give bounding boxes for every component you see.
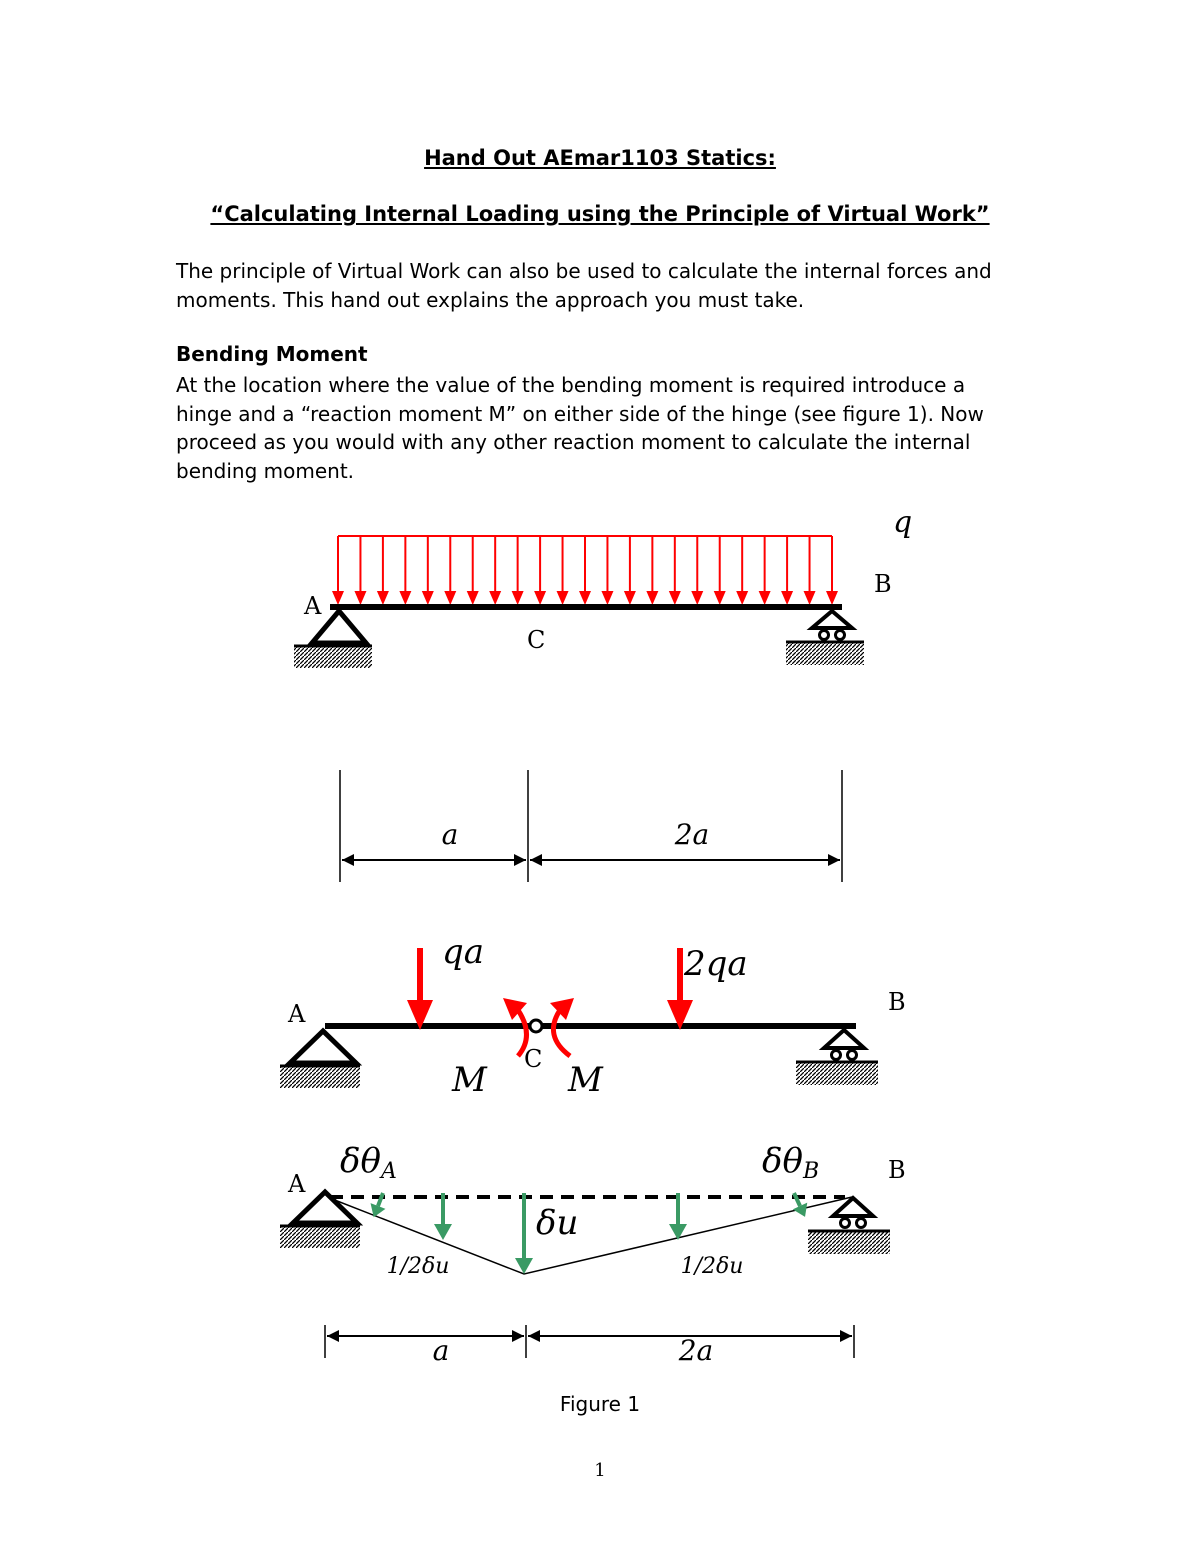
load-arrow [489, 536, 501, 605]
load-arrow [422, 536, 434, 605]
force-qa-label: qa [442, 932, 485, 972]
load-arrow [354, 536, 366, 605]
load-arrow [826, 536, 838, 605]
label-c-2: C [524, 1045, 543, 1073]
hinge-c [530, 1020, 542, 1032]
rotation-a-subscript: A [380, 1159, 397, 1184]
diagram-virtual-displacement [280, 1141, 906, 1279]
dimension-diagram-2 [325, 1325, 854, 1367]
intro-line-1: The principle of Virtual Work can also be used to calculate the internal forces and [176, 259, 992, 283]
figure-caption: Figure 1 [559, 1392, 641, 1416]
load-arrow [557, 536, 569, 605]
dim-2a-label-2: 2a [678, 1334, 714, 1367]
load-arrow [714, 536, 726, 605]
distributed-load-arrows [332, 536, 838, 605]
load-arrow [377, 536, 389, 605]
rotation-b-label [762, 1141, 819, 1184]
load-arrow [332, 536, 344, 605]
load-q-label: q [893, 505, 913, 540]
label-c-1: C [527, 626, 546, 654]
rotation-a-symbol: δθ [340, 1141, 381, 1181]
virtual-arrow-center [515, 1193, 533, 1274]
load-arrow [512, 536, 524, 605]
load-arrow [691, 536, 703, 605]
half-displacement-label-right: 1/2δu [680, 1254, 744, 1279]
body-line-1: At the location where the value of the bending moment is required introduce a [176, 373, 966, 397]
label-b-2: B [888, 988, 906, 1016]
load-arrow [781, 536, 793, 605]
rotation-b-subscript: B [802, 1159, 820, 1184]
roller-support-b-3 [808, 1198, 890, 1254]
body-line-2: hinge and a “reaction moment M” on either side of the hinge (see figure 1). Now [176, 401, 984, 426]
label-a-2: A [288, 1000, 306, 1028]
load-arrow [736, 536, 748, 605]
load-arrow [624, 536, 636, 605]
dim-a-label-1: a [441, 818, 459, 851]
load-arrow [399, 536, 411, 605]
dim-a-label-2: a [432, 1334, 450, 1367]
body-line-4: bending moment. [176, 458, 355, 483]
load-arrow [467, 536, 479, 605]
moment-label-left: M [452, 1060, 487, 1100]
diagram-hinge-moments [280, 932, 906, 1100]
load-arrow [579, 536, 591, 605]
virtual-arrow [434, 1193, 452, 1240]
load-arrow [534, 536, 546, 605]
rotation-b-symbol: δθ [762, 1141, 803, 1181]
roller-support-b-1 [786, 611, 864, 665]
dim-2a-label-1: 2a [674, 818, 710, 851]
pin-support-a-3 [280, 1192, 360, 1248]
force-2qa-label: 2qa [684, 944, 748, 984]
body-line-3: proceed as you would with any other reaction moment to calculate the internal [176, 430, 971, 454]
label-b-1: B [874, 570, 892, 598]
label-a-3: A [288, 1170, 306, 1198]
half-displacement-label-left: 1/2δu [386, 1254, 450, 1279]
force-qa-arrow [407, 948, 433, 1030]
label-a-1: A [304, 592, 322, 620]
load-arrow [646, 536, 658, 605]
document-subtitle: “Calculating Internal Loading using the Principle of Virtual Work” [210, 202, 990, 226]
label-b-3: B [888, 1156, 906, 1184]
virtual-displacement-label: δu [536, 1203, 579, 1243]
diagram-distributed-load [294, 505, 912, 668]
roller-support-b-2 [796, 1030, 878, 1085]
pin-support-a-2 [280, 1031, 360, 1088]
intro-line-2: moments. This hand out explains the approach you must take. [176, 287, 805, 312]
page-number: 1 [594, 1460, 606, 1481]
dimension-diagram-1 [340, 770, 842, 882]
load-arrow [669, 536, 681, 605]
moment-label-right: M [568, 1060, 603, 1100]
load-arrow [444, 536, 456, 605]
section-heading: Bending Moment [176, 342, 368, 366]
virtual-arrow [669, 1193, 687, 1240]
load-arrow [804, 536, 816, 605]
document-title: Hand Out AEmar1103 Statics: [424, 146, 776, 170]
load-arrow [759, 536, 771, 605]
load-arrow [601, 536, 613, 605]
rotation-a-label [340, 1141, 397, 1184]
